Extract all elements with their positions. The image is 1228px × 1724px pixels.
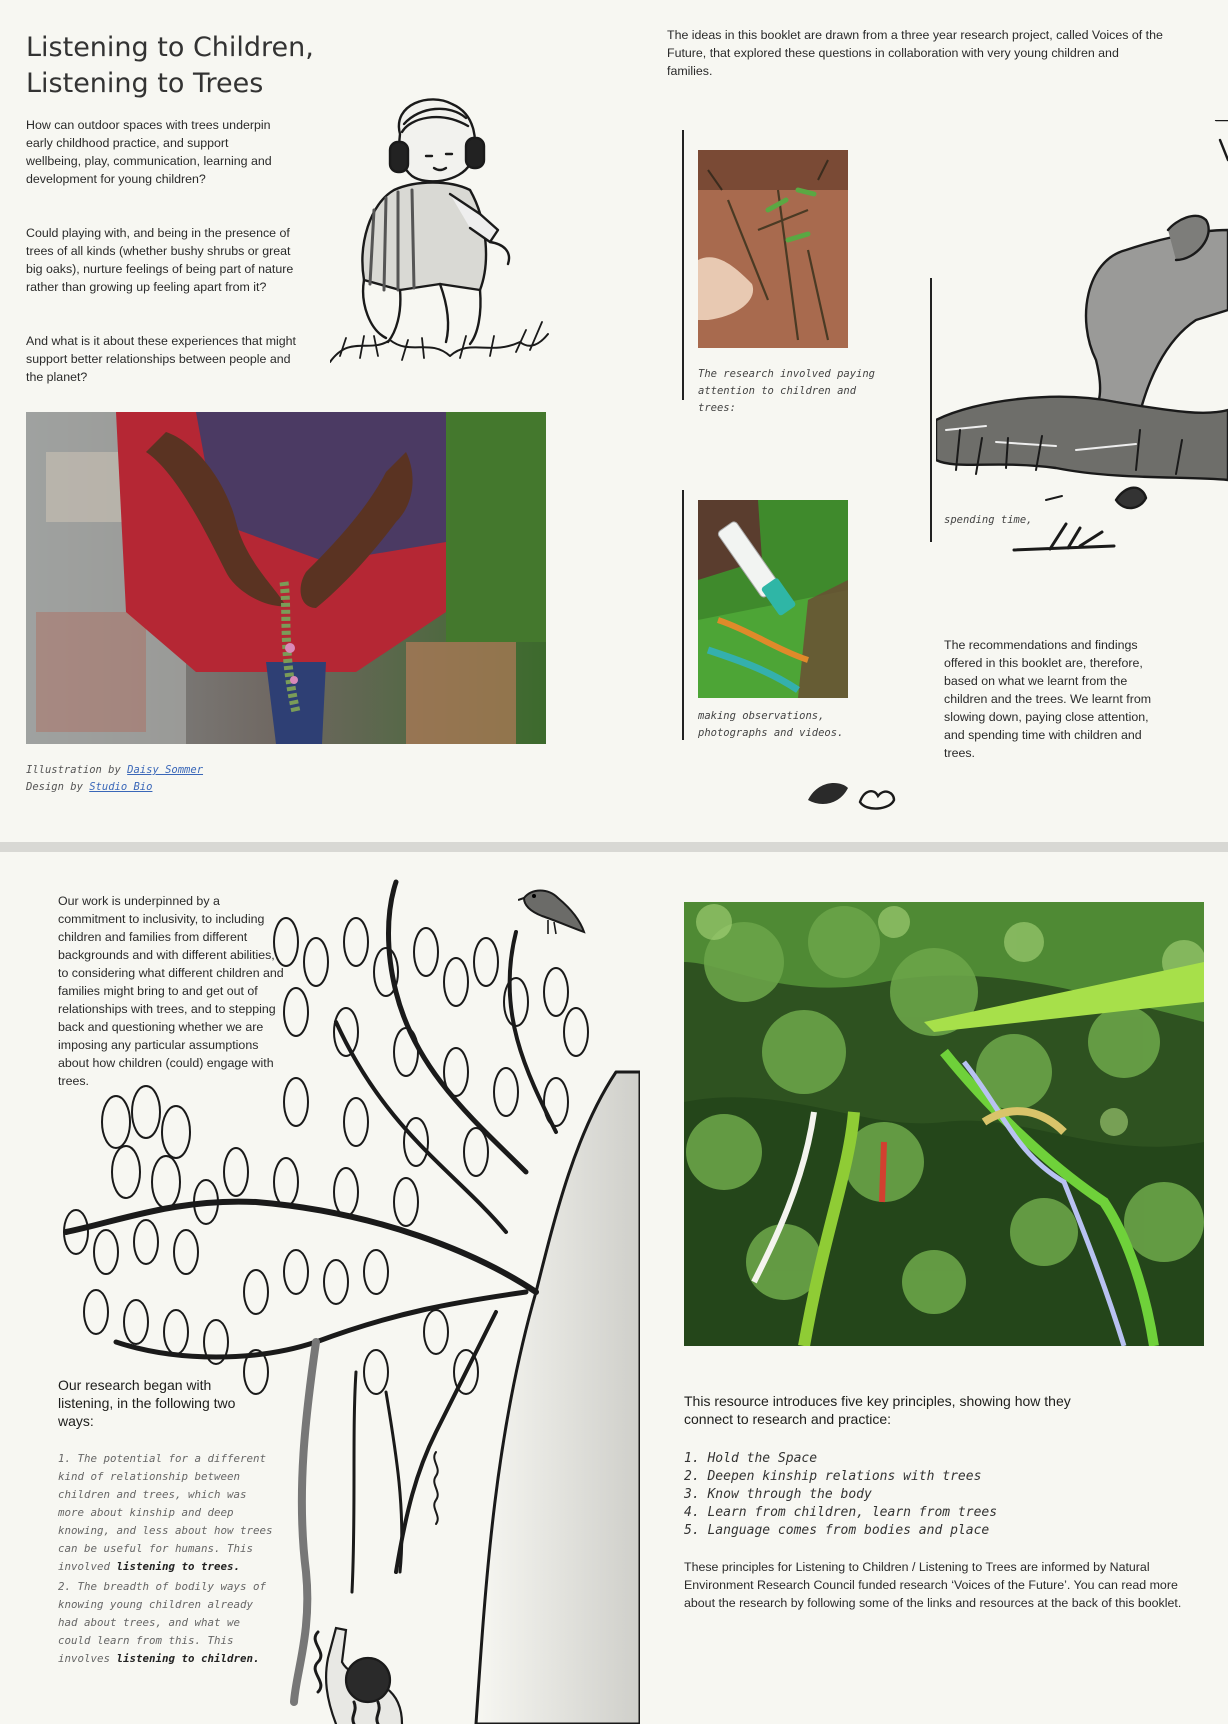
caption-attention: The research involved paying attention to children and trees: (698, 368, 876, 414)
way-2-text (58, 1578, 278, 1668)
child-crouching-illustration (330, 94, 550, 366)
designer-link[interactable]: Studio Bio (89, 781, 153, 793)
leaf-icon (804, 776, 904, 816)
principle-item: 2. Deepen kinship relations with trees (684, 1469, 982, 1484)
child-pointing-illustration (306, 1618, 416, 1724)
caption-spending: spending time, (944, 514, 1033, 526)
principles-heading: This resource introduces five key principles, showing how they connect to research and practice: (684, 1393, 1071, 1427)
research-intro: The ideas in this booklet are drawn from a three year research project, called Voices of the Future, that explored these questions in collaboration with very young children and families. (667, 28, 1163, 78)
funding-note: These principles for Listening to Children / Listening to Trees are informed by Natural Environment Research Council funded research ‘Voices of the Future’. You can read more about the research by following some of the links and resources at the back of this booklet. (684, 1560, 1182, 1610)
syringe-photo (698, 500, 848, 698)
way-1-text (58, 1450, 278, 1576)
title-line-2: Listening to Trees (26, 68, 264, 99)
booklet-spread-1 (0, 0, 1228, 842)
intro-paragraph-2: Could playing with, and being in the presence of trees of all kinds (whether bushy shrubs or great big oaks), nurture feelings of being part of nature rather than growing up feeling apart from it? (26, 226, 294, 294)
soil-photo (698, 150, 848, 348)
way-2-emphasis: listening to children. (116, 1652, 260, 1665)
way-1-emphasis: listening to trees. (116, 1560, 241, 1573)
design-credit-label: Design by (26, 781, 83, 793)
principle-item: 1. Hold the Space (684, 1451, 818, 1466)
recommendations-text: The recommendations and findings offered in this booklet are, therefore, based on what we learnt from the children and the trees. We learnt from slowing down, paying close attention, and spending time with children and trees. (944, 638, 1152, 760)
illustrator-link[interactable]: Daisy Sommer (127, 764, 204, 776)
bird-icon (518, 880, 588, 940)
page-title (26, 30, 346, 102)
ribbons-tree-photo (684, 902, 1204, 1346)
research-began-heading: Our research began with listening, in the following two ways: (58, 1377, 236, 1429)
booklet-spread-2 (0, 852, 1228, 1724)
title-line-1: Listening to Children, (26, 32, 314, 63)
vertical-rule-2 (682, 490, 684, 740)
way-2-body: 2. The breadth of bodily ways of knowing young children already had about trees, and what we could learn from this. This involves (58, 1580, 267, 1665)
seated-figure-illustration (936, 120, 1228, 520)
intro-paragraph-3: And what is it about these experiences that might support better relationships between people and the planet? (26, 334, 296, 384)
illustration-credit-label: Illustration by (26, 764, 121, 776)
vertical-rule-1 (682, 130, 684, 400)
principle-item: 3. Know through the body (684, 1487, 872, 1502)
principle-item: 4. Learn from children, learn from trees (684, 1505, 998, 1520)
branch-icon (1010, 516, 1120, 556)
principles-list (684, 1450, 997, 1540)
vertical-rule-3 (930, 278, 932, 542)
credits (26, 762, 203, 796)
inclusivity-text: Our work is underpinned by a commitment to inclusivity, to including children and families from different backgrounds and with different abilities, to considering what different children and families might bring to and get out of relationships with trees, and to stepping back and questioning whether we are imposing any particular assumptions about how children (could) engage with trees. (58, 894, 284, 1088)
way-1-body: 1. The potential for a different kind of relationship between children and trees, which was more about kinship and deep knowing, and less about how trees can be useful for humans. This involved (58, 1452, 273, 1573)
intro-paragraph-1: How can outdoor spaces with trees underpin early childhood practice, and support wellbeing, play, communication, learning and development for young children? (26, 118, 272, 186)
principle-item: 5. Language comes from bodies and place (684, 1523, 990, 1538)
caption-observations: making observations, photographs and videos. (698, 710, 844, 739)
hands-photo (26, 412, 546, 744)
